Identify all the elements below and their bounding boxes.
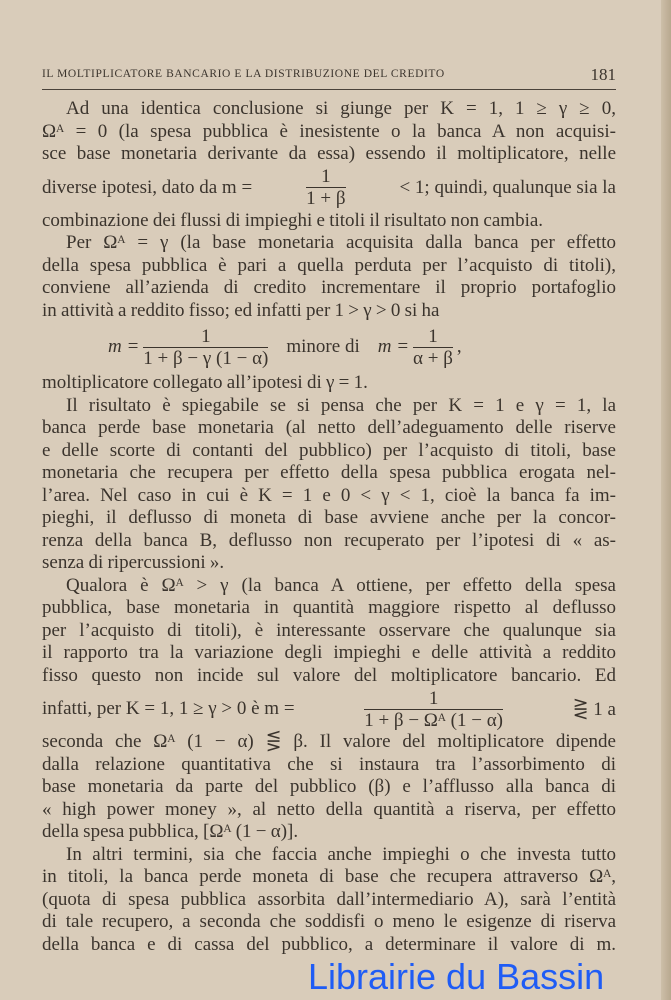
page-number: 181 xyxy=(590,65,616,84)
text-line: per l’acquisto di titoli), è interessante osservare che qualunque sia xyxy=(42,619,616,641)
text-line: fisso questo non incide sul valore del moltiplicatore bancario. Ed xyxy=(42,664,616,686)
text-line: (quota di spesa pubblica assorbita dall’intermediario A), sarà l’entità xyxy=(42,888,616,910)
text-line: dalla relazione quantitativa che si instaura tra l’assorbimento di xyxy=(42,753,616,775)
denominator: 1 + β xyxy=(306,188,346,209)
text-line: conviene all’azienda di credito incrementare il proprio portafoglio xyxy=(42,277,616,298)
display-equation xyxy=(42,322,616,372)
paragraph-block xyxy=(42,210,616,323)
header-rule xyxy=(42,89,616,90)
text-line: pubblica, base monetaria in quantità maggiore rispetto al deflusso xyxy=(42,597,616,618)
paragraph-block xyxy=(42,731,616,956)
text-line: « high power money », al netto della quantità a riserva, per effetto xyxy=(42,798,616,820)
body-text xyxy=(42,98,616,956)
numerator: 1 xyxy=(413,326,453,348)
text-line: il rapporto tra la variazione degli impieghi e delle attività a reddito xyxy=(42,642,616,663)
denominator: 1 + β − γ (1 − α) xyxy=(143,347,269,369)
text-line: moltiplicatore collegato all’ipotesi di γ = 1. xyxy=(42,372,368,393)
denominator: α + β xyxy=(413,347,453,369)
text-line: banca perde base monetaria (al netto dell’adeguamento delle riserve xyxy=(42,417,616,438)
text-line: Per Ωᴬ = γ (la base monetaria acquisita dalla banca per effetto xyxy=(66,232,616,253)
denominator: 1 + β − Ωᴬ (1 − α) xyxy=(364,709,503,731)
numerator: 1 xyxy=(364,688,503,710)
text-line: della banca e di cassa del pubblico, a determinare il valore di m. xyxy=(42,933,616,955)
equation-comma: , xyxy=(456,336,462,357)
text-line: della spesa pubblica è pari a quella perduta per l’acquisto di titoli), xyxy=(42,254,616,276)
fraction-line-2 xyxy=(42,687,616,731)
text-segment: < 1; quindi, qualunque sia la xyxy=(399,176,616,198)
text-line: della spesa pubblica, [Ωᴬ (1 − α)]. xyxy=(42,821,299,842)
running-title: IL MOLTIPLICATORE BANCARIO E LA DISTRIBUZIONE DEL CREDITO xyxy=(42,68,445,80)
text-line: di tale recupero, a seconda che soddisfi o meno le esigenze di riserva xyxy=(42,911,616,932)
text-line: in attività a reddito fisso; ed infatti per 1 > γ > 0 si ha xyxy=(42,299,440,321)
text-line: In altri termini, sia che faccia anche impieghi o che investa tutto xyxy=(66,843,616,865)
text-segment: infatti, per K = 1, 1 ≥ γ > 0 è m = xyxy=(42,698,295,719)
text-line: e delle scorte di contanti del pubblico) per l’acquisto di titoli, base xyxy=(42,439,616,461)
equation-lhs: m = xyxy=(377,336,410,357)
fraction xyxy=(143,326,268,369)
paragraph-block xyxy=(42,372,616,687)
text-line: sce base monetaria derivante da essa) essendo il moltiplicatore, nelle xyxy=(42,143,616,164)
equation-lhs: m = xyxy=(108,336,140,357)
text-line: base monetaria da parte del pubblico (β) e l’afflusso alla banca di xyxy=(42,776,616,797)
text-line: seconda che Ωᴬ (1 − α) ⋚ β. Il valore del moltiplicatore dipende xyxy=(42,731,616,752)
paragraph-block xyxy=(42,98,616,166)
text-line: l’area. Nel caso in cui è K = 1 e 0 < γ < 1, cioè la banca fa im- xyxy=(42,484,616,506)
running-header xyxy=(42,65,616,84)
numerator: 1 xyxy=(143,326,268,348)
fraction xyxy=(413,326,453,369)
text-line: Ωᴬ = 0 (la spesa pubblica è inesistente o la banca A non acquisi- xyxy=(42,120,616,142)
text-line: Qualora è Ωᴬ > γ (la banca A ottiene, per effetto della spesa xyxy=(66,574,616,596)
text-segment: ⋛ 1 a xyxy=(572,698,616,720)
fraction-line-1 xyxy=(42,166,616,210)
page-edge xyxy=(661,0,671,1000)
fraction xyxy=(306,166,345,209)
text-line: monetaria che recupera per effetto della spesa pubblica erogata nel- xyxy=(42,462,616,483)
text-line: Il risultato è spiegabile se si pensa che per K = 1 e γ = 1, la xyxy=(66,394,616,416)
text-line: in titoli, la banca perde moneta di base che recupera attraverso Ωᴬ, xyxy=(42,866,616,887)
text-line: Ad una identica conclusione si giunge per K = 1, 1 ≥ γ ≥ 0, xyxy=(66,98,616,119)
text-line: senza di ripercussioni ». xyxy=(42,552,225,573)
numerator: 1 xyxy=(306,166,345,188)
fraction xyxy=(364,688,503,731)
text-line: combinazione dei flussi di impieghi e titoli il risultato non cambia. xyxy=(42,209,544,231)
watermark: Librairie du Bassin xyxy=(308,956,605,997)
equation-text: minore di xyxy=(286,336,360,357)
text-line: renza della banca B, deflusso non recuperato per l’ipotesi di « as- xyxy=(42,529,616,551)
text-line: pieghi, il deflusso di moneta di base avviene anche per la concor- xyxy=(42,507,616,528)
text-segment: diverse ipotesi, dato da m = xyxy=(42,176,253,198)
